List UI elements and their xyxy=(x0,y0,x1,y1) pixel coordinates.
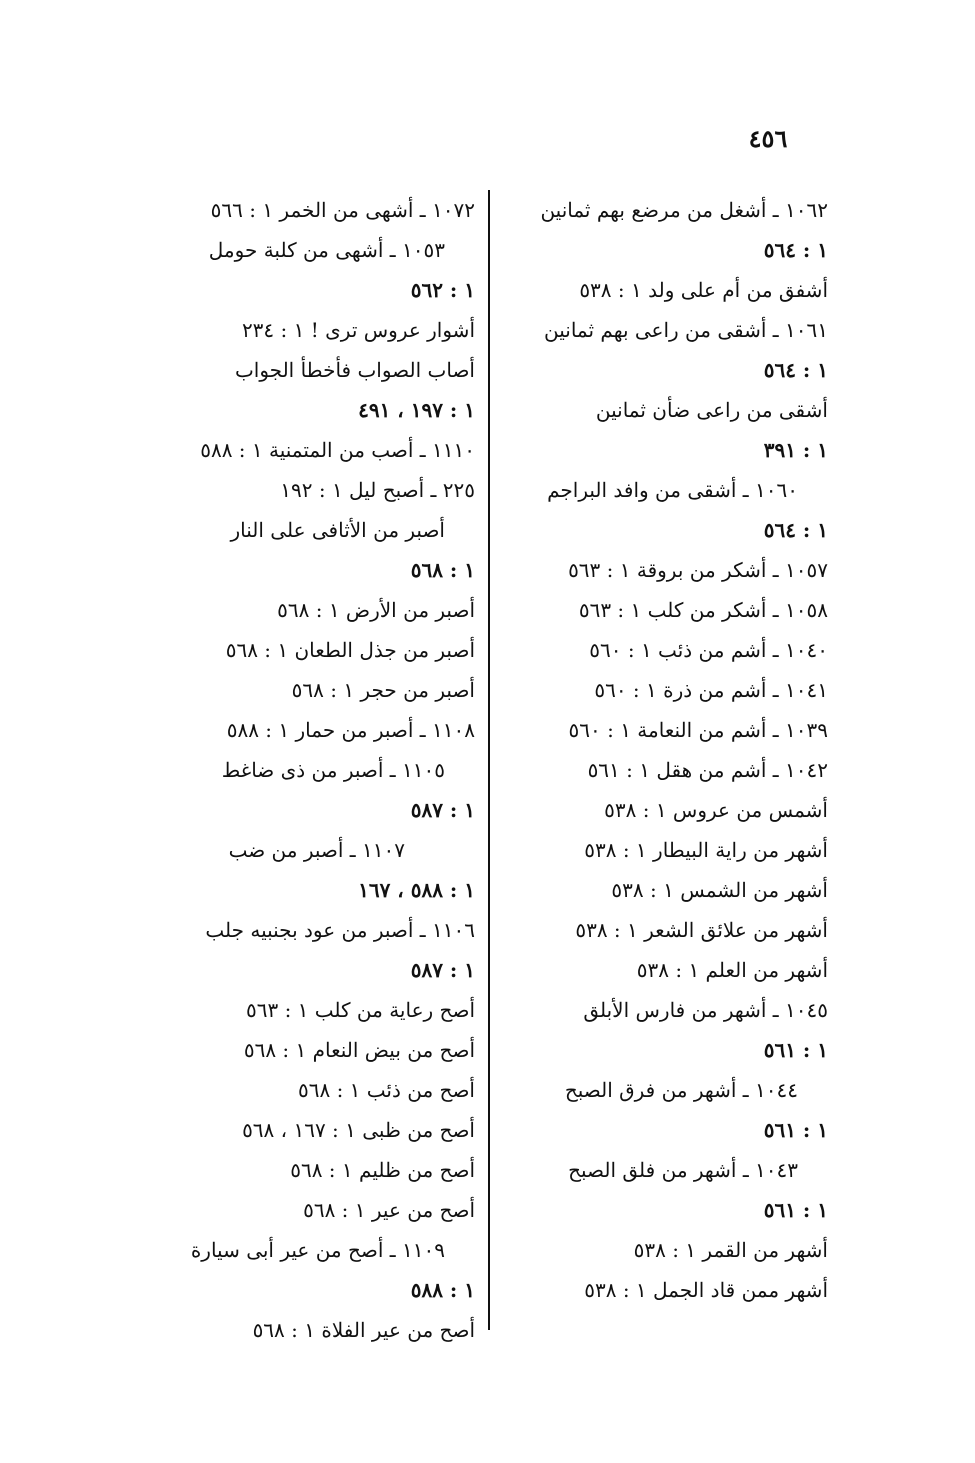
index-entry: أصح من عير الفلاة ١ : ٥٦٨ xyxy=(252,1318,475,1342)
index-entry: أشوار عروس ترى ! ١ : ٢٣٤ xyxy=(241,318,475,342)
index-entry: ١٠٤٤ ـ أشهر من فرق الصبح xyxy=(564,1078,798,1102)
index-entry: ١٠٤٠ ـ أشم من ذئب ١ : ٥٦٠ xyxy=(589,638,828,662)
index-entry: ١٠٤٣ ـ أشهر من فلق الصبح xyxy=(568,1158,798,1182)
index-entry: ١٠٤١ ـ أشم من ذرة ١ : ٥٦٠ xyxy=(594,678,828,702)
index-entry: ١ : ٥٨٧ xyxy=(410,798,475,822)
index-entry: ١٠٤٥ ـ أشهر من فارس الأبلق xyxy=(583,998,828,1022)
page-number: ٤٥٦ xyxy=(748,124,788,153)
index-entry: ١ : ٥٦٨ xyxy=(410,558,475,582)
column-divider xyxy=(488,190,490,1330)
index-entry: ١ : ١٩٧ ، ٤٩١ xyxy=(358,398,475,422)
index-entry: ١١٠٥ ـ أصبر من ذى ضاغط xyxy=(221,758,445,782)
index-entry: أصبر من الأثافى على النار xyxy=(230,518,445,542)
index-entry: ١ : ٣٩١ xyxy=(763,438,828,462)
index-entry: أشهر ممن قاد الجمل ١ : ٥٣٨ xyxy=(584,1278,828,1302)
index-entry: أصح رعاية من كلب ١ : ٥٦٣ xyxy=(245,998,475,1022)
index-entry: أشقى من راعى ضأن ثمانين xyxy=(595,398,828,422)
index-entry: أشمس من عروس ١ : ٥٣٨ xyxy=(604,798,828,822)
index-entry: ١٠٥٧ ـ أشكر من بروقة ١ : ٥٦٣ xyxy=(568,558,828,582)
index-entry: أشهر من القمر ١ : ٥٣٨ xyxy=(633,1238,828,1262)
index-entry: ١١١٠ ـ أصب من المتمنية ١ : ٥٨٨ xyxy=(200,438,475,462)
index-entry: ١ : ٥٦١ xyxy=(763,1198,828,1222)
index-entry: أصح من بيض النعام ١ : ٥٦٨ xyxy=(243,1038,475,1062)
index-entry: ١ : ٥٦٤ xyxy=(763,518,828,542)
index-entry: أشهر من راية البيطار ١ : ٥٣٨ xyxy=(584,838,828,862)
index-entry: أصبر من حجر ١ : ٥٦٨ xyxy=(291,678,475,702)
index-entry: ١ : ٥٦١ xyxy=(763,1118,828,1142)
index-entry: ١ : ٥٨٧ xyxy=(410,958,475,982)
index-entry: ١٠٦١ ـ أشقى من راعى بهم ثمانين xyxy=(544,318,828,342)
index-entry: ١٠٥٣ ـ أشهى من كلبة حومل xyxy=(208,238,445,262)
index-entry: أشهر من علائق الشعر ١ : ٥٣٨ xyxy=(575,918,828,942)
index-entry: ١ : ٥٨٨ ، ١٦٧ xyxy=(358,878,475,902)
index-entry: ١١٠٨ ـ أصبر من حمار ١ : ٥٨٨ xyxy=(226,718,475,742)
index-entry: ١١٠٦ ـ أصبر من عود بجنبيه جلب xyxy=(205,918,475,942)
index-entry: ١٠٣٩ ـ أشم من النعامة ١ : ٥٦٠ xyxy=(568,718,828,742)
index-entry: أشفق من أم على ولد ١ : ٥٣٨ xyxy=(579,278,828,302)
index-entry: ١ : ٥٦٤ xyxy=(763,358,828,382)
index-entry: ١٠٤٢ ـ أشم من هقل ١ : ٥٦١ xyxy=(587,758,828,782)
index-entry: أشهر من الشمس ١ : ٥٣٨ xyxy=(611,878,828,902)
index-entry: ١٠٧٢ ـ أشهى من الخمر ١ : ٥٦٦ xyxy=(210,198,475,222)
index-entry: أصح من ظليم ١ : ٥٦٨ xyxy=(290,1158,475,1182)
index-entry: ١١٠٩ ـ أصح من عير أبى سيارة xyxy=(190,1238,445,1262)
index-entry: ١٠٦٠ ـ أشقى من وافد البراجم xyxy=(547,478,798,502)
index-entry: أصاب الصواب فأخطأ الجواب xyxy=(234,358,475,382)
right-column xyxy=(498,190,828,1310)
index-entry: أصبر من جذل الطعان ١ : ٥٦٨ xyxy=(225,638,475,662)
index-entry: أشهر من العلم ١ : ٥٣٨ xyxy=(636,958,828,982)
index-entry: ١ : ٥٦٤ xyxy=(763,238,828,262)
left-column xyxy=(135,190,475,1350)
index-entry: ١٠٥٨ ـ أشكر من كلب ١ : ٥٦٣ xyxy=(578,598,828,622)
index-entry: ١ : ٥٦١ xyxy=(763,1038,828,1062)
index-entry: أصبر من الأرض ١ : ٥٦٨ xyxy=(277,598,475,622)
index-entry: ١ : ٥٨٨ xyxy=(410,1278,475,1302)
index-entry: أصح من ظبى ١ : ١٦٧ ، ٥٦٨ xyxy=(242,1118,475,1142)
index-entry: أصح من ذئب ١ : ٥٦٨ xyxy=(297,1078,475,1102)
index-entry: أصح من عير ١ : ٥٦٨ xyxy=(303,1198,475,1222)
index-entry: ١ : ٥٦٢ xyxy=(410,278,475,302)
index-entry: ٢٢٥ ـ أصبح ليل ١ : ١٩٢ xyxy=(280,478,475,502)
index-entry: ١١٠٧ ـ أصبر من ضب xyxy=(228,838,405,862)
index-entry: ١٠٦٢ ـ أشغل من مرضع بهم ثمانين xyxy=(540,198,828,222)
